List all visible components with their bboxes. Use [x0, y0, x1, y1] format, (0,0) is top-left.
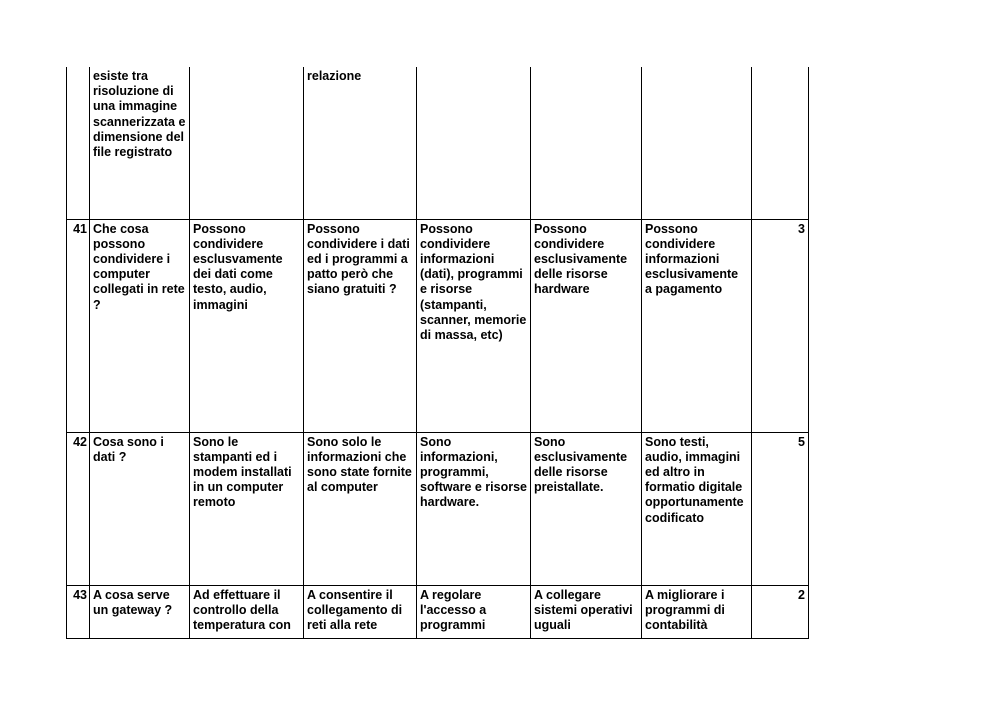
option-4 [531, 67, 642, 219]
option-4: Possono condividere esclusivamente delle risorse hardware [531, 219, 642, 432]
option-2: Sono solo le informazioni che sono state fornite al computer [304, 432, 417, 585]
question-number: 42 [67, 432, 90, 585]
option-2: Possono condividere i dati ed i programmi a patto però che siano gratuiti ? [304, 219, 417, 432]
option-5: Possono condividere informazioni esclusivamente a pagamento [642, 219, 752, 432]
correct-answer: 5 [752, 432, 809, 585]
question-text: esiste tra risoluzione di una immagine scannerizzata e dimensione del file registrato [90, 67, 190, 219]
option-5 [642, 67, 752, 219]
option-1: Ad effettuare il controllo della temperatura con [190, 585, 304, 638]
question-number [67, 67, 90, 219]
option-3: Possono condividere informazioni (dati), programmi e risorse (stampanti, scanner, memorie di massa, etc) [417, 219, 531, 432]
correct-answer [752, 67, 809, 219]
option-2: relazione [304, 67, 417, 219]
table-row [67, 585, 809, 638]
option-3: A regolare l'accesso a programmi [417, 585, 531, 638]
correct-answer: 2 [752, 585, 809, 638]
option-5: A migliorare i programmi di contabilità [642, 585, 752, 638]
table-row [67, 432, 809, 585]
question-number: 41 [67, 219, 90, 432]
table-row [67, 219, 809, 432]
question-text: Cosa sono i dati ? [90, 432, 190, 585]
table-row [67, 67, 809, 219]
option-1 [190, 67, 304, 219]
question-text: A cosa serve un gateway ? [90, 585, 190, 638]
quiz-table [66, 67, 809, 639]
option-3 [417, 67, 531, 219]
option-4: Sono esclusivamente delle risorse preistallate. [531, 432, 642, 585]
option-4: A collegare sistemi operativi uguali [531, 585, 642, 638]
question-number: 43 [67, 585, 90, 638]
question-text: Che cosa possono condividere i computer collegati in rete ? [90, 219, 190, 432]
option-3: Sono informazioni, programmi, software e risorse hardware. [417, 432, 531, 585]
option-1: Sono le stampanti ed i modem installati in un computer remoto [190, 432, 304, 585]
option-2: A consentire il collegamento di reti alla rete [304, 585, 417, 638]
option-5: Sono testi, audio, immagini ed altro in formatio digitale opportunamente codificato [642, 432, 752, 585]
correct-answer: 3 [752, 219, 809, 432]
option-1: Possono condividere esclusvamente dei dati come testo, audio, immagini [190, 219, 304, 432]
